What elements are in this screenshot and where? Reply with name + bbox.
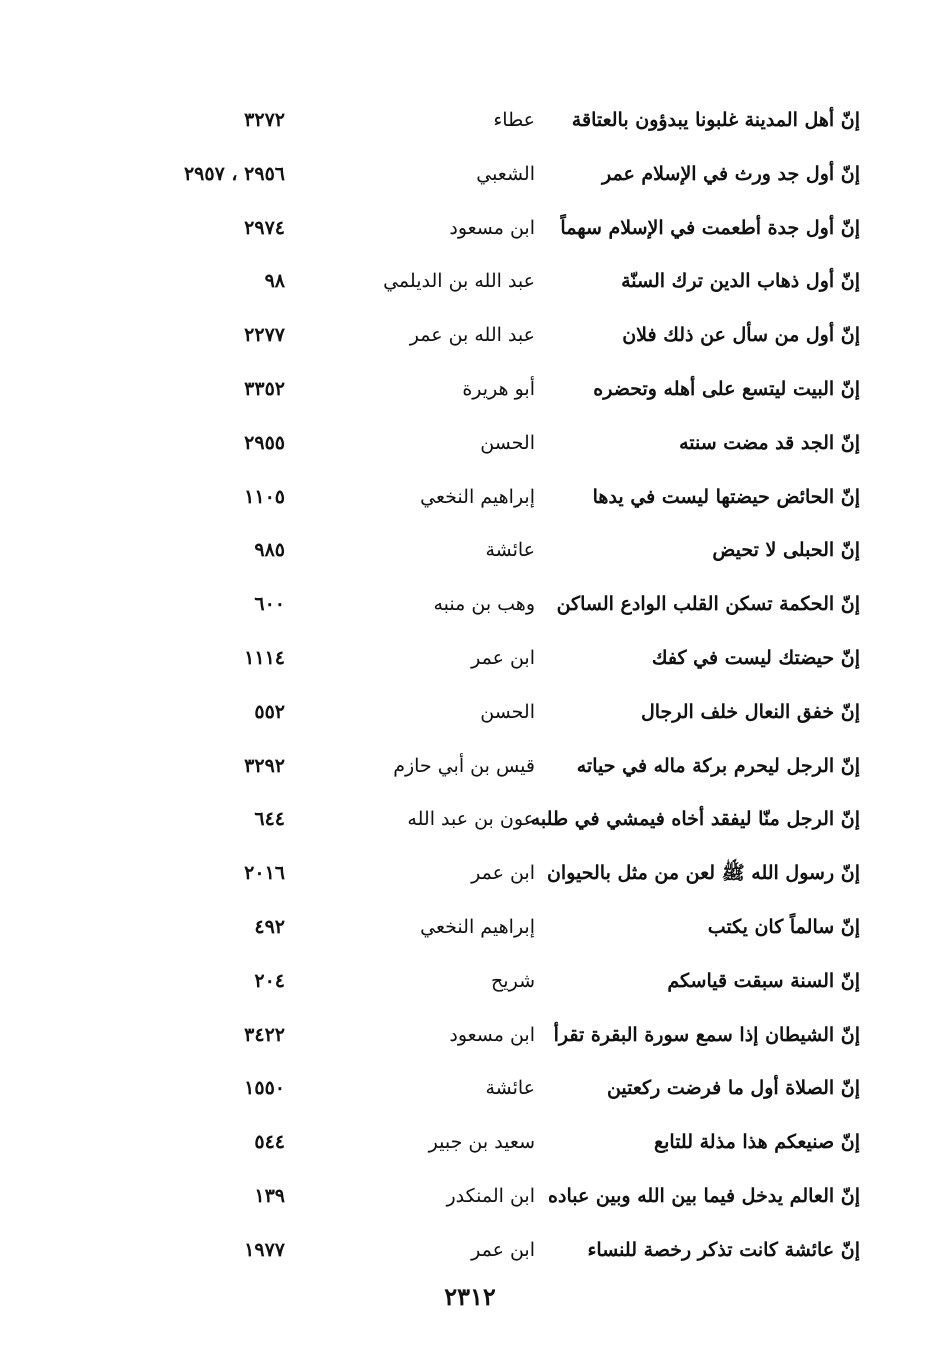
narrator-name: وهب بن منبه xyxy=(433,593,535,616)
page-number: ٢٣١٢ xyxy=(444,1282,496,1311)
index-row xyxy=(0,1172,940,1226)
reference-number: ٣٢٩٢ xyxy=(244,754,285,777)
index-row xyxy=(0,1011,940,1065)
index-row xyxy=(0,204,940,258)
hadith-text: إنّ رسول الله ﷺ لعن من مثل بالحيوان xyxy=(546,862,860,885)
hadith-text: إنّ الرجل ليحرم بركة ماله في حياته xyxy=(576,754,860,777)
hadith-text: إنّ السنة سبقت قياسكم xyxy=(667,969,860,992)
narrator-name: ابن المنكدر xyxy=(446,1184,535,1207)
hadith-text: إنّ حيضتك ليست في كفك xyxy=(651,646,860,669)
hadith-text: إنّ الحائض حيضتها ليست في يدها xyxy=(592,485,860,508)
hadith-text: إنّ صنيعكم هذا مذلة للتابع xyxy=(654,1131,860,1154)
narrator-name: عطاء xyxy=(493,109,535,131)
reference-number: ٢٩٥٥ xyxy=(244,431,285,454)
hadith-text: إنّ أول جد ورث في الإسلام عمر xyxy=(602,162,860,185)
reference-number: ٢٩٧٤ xyxy=(244,216,285,239)
narrator-name: عبد الله بن الديلمي xyxy=(383,270,535,293)
narrator-name: ابن عمر xyxy=(471,862,535,885)
reference-number: ٣٤٢٢ xyxy=(244,1023,285,1046)
hadith-text: إنّ أول ذهاب الدين ترك السنّة xyxy=(621,270,860,293)
narrator-name: قيس بن أبي حازم xyxy=(393,754,535,777)
narrator-name: عائشة xyxy=(485,1077,535,1100)
index-row xyxy=(0,526,940,580)
reference-number: ٩٨٥ xyxy=(254,539,285,562)
index-row xyxy=(0,957,940,1011)
narrator-name: سعيد بن جبير xyxy=(428,1131,535,1154)
reference-number: ٤٩٢ xyxy=(254,915,285,938)
narrator-name: ابن مسعود xyxy=(449,216,535,239)
index-list xyxy=(0,96,940,1280)
hadith-text: إنّ البيت ليتسع على أهله وتحضره xyxy=(593,377,860,400)
reference-number: ٢٢٧٧ xyxy=(244,324,285,347)
index-row xyxy=(0,1064,940,1118)
reference-number: ٢٠٤ xyxy=(254,969,285,992)
index-row xyxy=(0,473,940,527)
hadith-text: إنّ العالم يدخل فيما بين الله وبين عباده xyxy=(548,1184,860,1207)
reference-number: ١٥٥٠ xyxy=(244,1077,285,1100)
hadith-text: إنّ عائشة كانت تذكر رخصة للنساء xyxy=(587,1238,860,1261)
hadith-text: إنّ أول جدة أطعمت في الإسلام سهماً xyxy=(560,216,860,239)
reference-number: ٥٤٤ xyxy=(254,1131,285,1154)
narrator-name: شريح xyxy=(491,969,535,992)
index-row xyxy=(0,634,940,688)
reference-number: ١١٠٥ xyxy=(244,485,285,508)
narrator-name: إبراهيم النخعي xyxy=(420,915,535,938)
index-row xyxy=(0,150,940,204)
hadith-text: إنّ الشيطان إذا سمع سورة البقرة تقرأ xyxy=(553,1023,860,1046)
hadith-text: إنّ أول من سأل عن ذلك فلان xyxy=(622,324,860,347)
hadith-text: إنّ الحكمة تسكن القلب الوادع الساكن xyxy=(556,593,860,616)
hadith-text: إنّ خفق النعال خلف الرجال xyxy=(640,700,860,723)
hadith-text: إنّ الصلاة أول ما فرضت ركعتين xyxy=(606,1077,860,1100)
reference-number: ٦٤٤ xyxy=(254,808,285,831)
index-row xyxy=(0,580,940,634)
narrator-name: إبراهيم النخعي xyxy=(420,485,535,508)
index-row xyxy=(0,311,940,365)
reference-number: ١٣٩ xyxy=(254,1184,285,1207)
hadith-text: إنّ الرجل منّا ليفقد أخاه فيمشي في طلبه xyxy=(530,808,860,831)
index-row xyxy=(0,365,940,419)
index-row xyxy=(0,903,940,957)
reference-number: ٦٠٠ xyxy=(254,593,285,616)
narrator-name: عبد الله بن عمر xyxy=(409,324,535,347)
reference-number: ٢٠١٦ xyxy=(244,862,285,885)
narrator-name: ابن عمر xyxy=(471,646,535,669)
index-row xyxy=(0,849,940,903)
index-row xyxy=(0,688,940,742)
reference-number: ٢٩٥٦ ، ٢٩٥٧ xyxy=(183,162,285,185)
narrator-name: عائشة xyxy=(485,539,535,562)
hadith-text: إنّ الحبلى لا تحيض xyxy=(712,539,860,562)
narrator-name: ابن مسعود xyxy=(449,1023,535,1046)
index-row xyxy=(0,742,940,796)
hadith-text: إنّ سالماً كان يكتب xyxy=(707,915,860,938)
index-row xyxy=(0,1226,940,1280)
index-row xyxy=(0,419,940,473)
reference-number: ١١١٤ xyxy=(244,646,285,669)
narrator-name: الحسن xyxy=(480,431,535,454)
narrator-name: عون بن عبد الله xyxy=(407,808,535,831)
narrator-name: أبو هريرة xyxy=(462,377,535,400)
index-row xyxy=(0,96,940,150)
narrator-name: ابن عمر xyxy=(471,1238,535,1261)
hadith-text: إنّ أهل المدينة غلبونا يبدؤون بالعتاقة xyxy=(571,109,860,131)
reference-number: ٩٨ xyxy=(264,270,285,293)
narrator-name: الحسن xyxy=(480,700,535,723)
hadith-text: إنّ الجد قد مضت سنته xyxy=(679,431,860,454)
index-row xyxy=(0,1118,940,1172)
index-row xyxy=(0,795,940,849)
reference-number: ٣٣٥٢ xyxy=(244,377,285,400)
index-row xyxy=(0,257,940,311)
reference-number: ٥٥٢ xyxy=(254,700,285,723)
reference-number: ١٩٧٧ xyxy=(244,1238,285,1261)
narrator-name: الشعبي xyxy=(476,162,535,185)
reference-number: ٣٢٧٢ xyxy=(244,109,285,131)
